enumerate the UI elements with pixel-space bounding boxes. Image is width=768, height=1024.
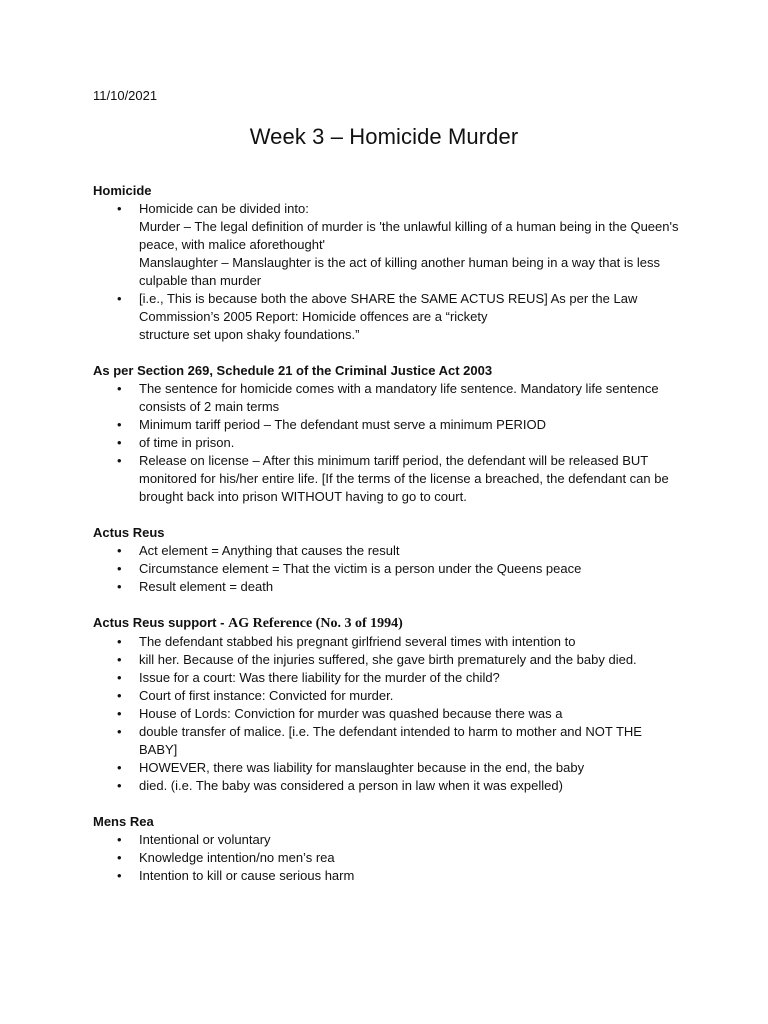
- document-body: [93, 182, 683, 903]
- section-actus-reus: [93, 524, 683, 596]
- list-item: • died. (i.e. The baby was considered a person in law when it was expelled): [139, 777, 683, 795]
- list-item: • Intentional or voluntary: [139, 831, 683, 849]
- section-heading: As per Section 269, Schedule 21 of the Criminal Justice Act 2003: [93, 363, 493, 378]
- list-item-line: • [i.e., This is because both the above SHARE the SAME ACTUS REUS] As per the Law Commission’s 2005 Report: Homicide offences are a “rickety: [139, 291, 638, 324]
- list-item: • Circumstance element = That the victim is a person under the Queens peace: [139, 560, 683, 578]
- bullet-list: [93, 380, 683, 506]
- list-item: • kill her. Because of the injuries suffered, she gave birth prematurely and the baby died.: [139, 651, 683, 669]
- list-item: • HOWEVER, there was liability for manslaughter because in the end, the baby: [139, 759, 683, 777]
- list-item: • House of Lords: Conviction for murder was quashed because there was a: [139, 705, 683, 723]
- list-item: • Release on license – After this minimum tariff period, the defendant will be released BUT monitored for his/her entire life. [If the terms of the license a breached, the defendant can be brought back into prison WITHOUT having to go to court.: [139, 452, 683, 506]
- list-item: • The defendant stabbed his pregnant girlfriend several times with intention to: [139, 633, 683, 651]
- section-heading: [93, 614, 683, 633]
- list-item: • Minimum tariff period – The defendant must serve a minimum PERIOD: [139, 416, 683, 434]
- list-item: [139, 290, 683, 344]
- list-item-line: Manslaughter – Manslaughter is the act of killing another human being in a way that is less culpable than murder: [139, 255, 661, 288]
- list-item: • Knowledge intention/no men’s rea: [139, 849, 683, 867]
- list-item-line: Murder – The legal definition of murder is 'the unlawful killing of a human being in the Queen's peace, with malice aforethought': [139, 219, 679, 252]
- bullet-list: [93, 831, 683, 885]
- list-item: • of time in prison.: [139, 434, 683, 452]
- section-mens-rea: [93, 813, 683, 885]
- list-item: [139, 200, 683, 290]
- list-item: • Issue for a court: Was there liability for the murder of the child?: [139, 669, 683, 687]
- section-homicide: [93, 182, 683, 344]
- document-date: 11/10/2021: [93, 88, 158, 103]
- document-title: Week 3 – Homicide Murder: [249, 124, 519, 149]
- case-reference: AG Reference (No. 3 of 1994): [228, 616, 403, 631]
- section-criminal-justice-act: [93, 362, 683, 506]
- list-item: • Court of first instance: Convicted for murder.: [139, 687, 683, 705]
- list-item-line: • Homicide can be divided into:: [139, 201, 309, 216]
- section-heading: Mens Rea: [93, 814, 154, 829]
- section-heading-label: Actus Reus support -: [93, 615, 229, 630]
- list-item: • double transfer of malice. [i.e. The defendant intended to harm to mother and NOT THE BABY]: [139, 723, 683, 759]
- list-item: • The sentence for homicide comes with a mandatory life sentence. Mandatory life sentence consists of 2 main terms: [139, 380, 683, 416]
- list-item: • Act element = Anything that causes the result: [139, 542, 683, 560]
- bullet-list: [93, 542, 683, 596]
- bullet-list: [93, 200, 683, 344]
- section-heading: Actus Reus: [93, 525, 165, 540]
- section-actus-reus-support: [93, 614, 683, 795]
- list-item-line: structure set upon shaky foundations.”: [139, 327, 360, 342]
- section-heading: Homicide: [93, 183, 152, 198]
- bullet-list: [93, 633, 683, 795]
- list-item: • Intention to kill or cause serious harm: [139, 867, 683, 885]
- list-item: • Result element = death: [139, 578, 683, 596]
